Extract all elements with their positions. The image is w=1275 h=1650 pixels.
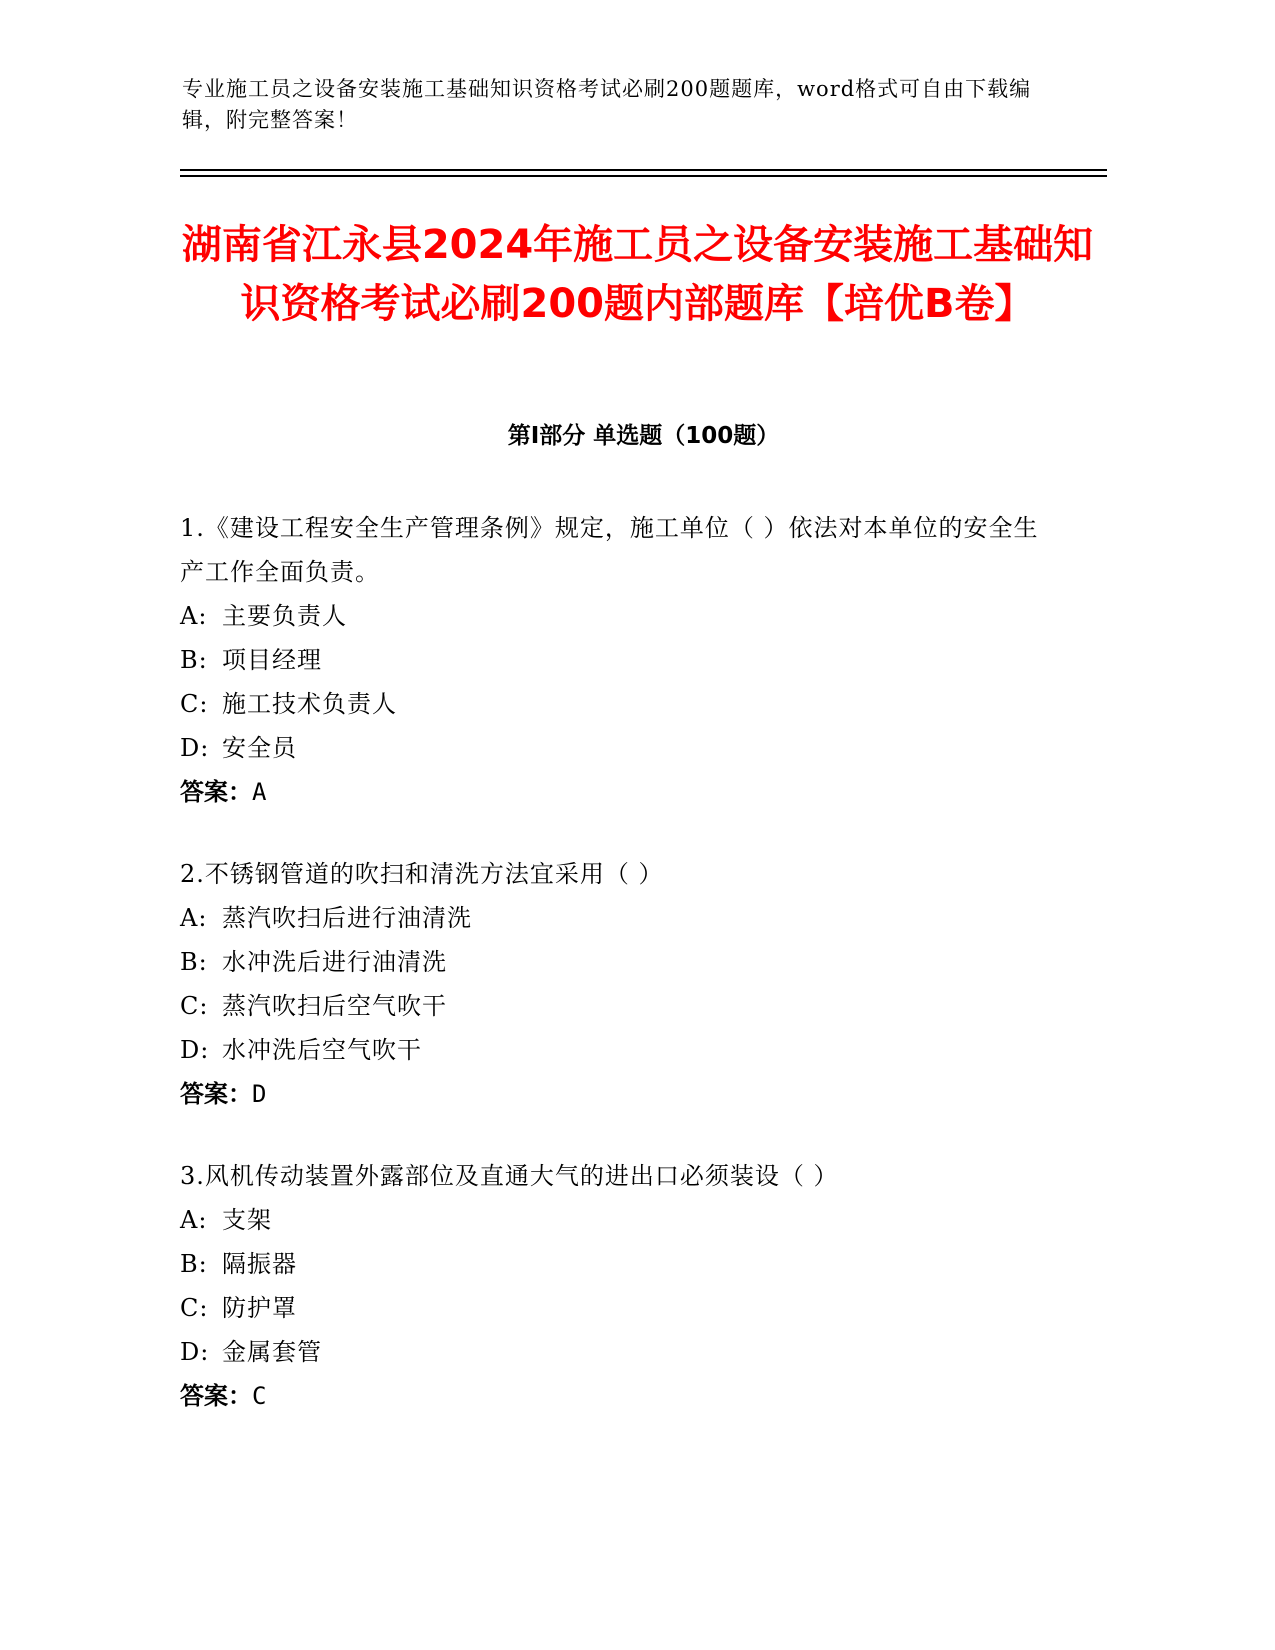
option-text: 施工技术负责人 [222,690,397,718]
option-d [180,1028,1040,1072]
option-letter: C: [180,1294,209,1322]
option-letter: A: [180,602,208,630]
option-text: 支架 [222,1206,272,1234]
option-d [180,726,1040,770]
question-stem: 1.《建设工程安全生产管理条例》规定，施工单位（ ）依法对本单位的安全生产工作全面负责。 [180,514,1039,586]
header-divider [180,169,1107,171]
question-2 [180,852,1040,1116]
option-b [180,638,1040,682]
document-title: 湖南省江永县2024年施工员之设备安装施工基础知识资格考试必刷200题内部题库【培优B卷】 [181,222,1094,327]
answer-value: D [252,1080,267,1108]
answer-line [180,1072,1040,1116]
question-stem: 2.不锈钢管道的吹扫和清洗方法宜采用（ ） [180,860,664,888]
answer-value: C [252,1382,267,1410]
option-a [180,896,1040,940]
option-a [180,594,1040,638]
header-note: 专业施工员之设备安装施工基础知识资格考试必刷200题题库，word格式可自由下载编辑，附完整答案！ [182,77,1032,132]
answer-value: A [252,778,267,806]
option-text: 隔振器 [222,1250,297,1278]
option-letter: B: [180,646,208,674]
option-text: 防护罩 [222,1294,297,1322]
option-b [180,1242,1040,1286]
header-divider-secondary [180,175,1107,177]
option-d [180,1330,1040,1374]
option-letter: A: [180,1206,208,1234]
answer-label: 答案： [180,778,252,806]
option-letter: B: [180,948,208,976]
option-letter: C: [180,992,209,1020]
option-letter: D: [180,1338,210,1366]
option-letter: A: [180,904,208,932]
answer-label: 答案： [180,1382,252,1410]
option-c [180,1286,1040,1330]
question-list [180,506,1040,1456]
question-3 [180,1154,1040,1418]
option-text: 项目经理 [222,646,322,674]
answer-label: 答案： [180,1080,252,1108]
option-a [180,1198,1040,1242]
question-1 [180,506,1040,814]
option-text: 主要负责人 [222,602,347,630]
option-c [180,984,1040,1028]
option-letter: C: [180,690,209,718]
option-text: 蒸汽吹扫后进行油清洗 [222,904,472,932]
option-text: 蒸汽吹扫后空气吹干 [222,992,447,1020]
option-text: 金属套管 [222,1338,322,1366]
answer-line [180,1374,1040,1418]
option-letter: D: [180,1036,210,1064]
option-letter: B: [180,1250,208,1278]
option-text: 水冲洗后空气吹干 [222,1036,422,1064]
option-b [180,940,1040,984]
option-c [180,682,1040,726]
question-stem: 3.风机传动装置外露部位及直通大气的进出口必须装设（ ） [180,1162,839,1190]
option-text: 安全员 [222,734,297,762]
option-text: 水冲洗后进行油清洗 [222,948,447,976]
option-letter: D: [180,734,210,762]
answer-line [180,770,1040,814]
section-heading: 第Ⅰ部分 单选题（100题） [507,423,780,449]
